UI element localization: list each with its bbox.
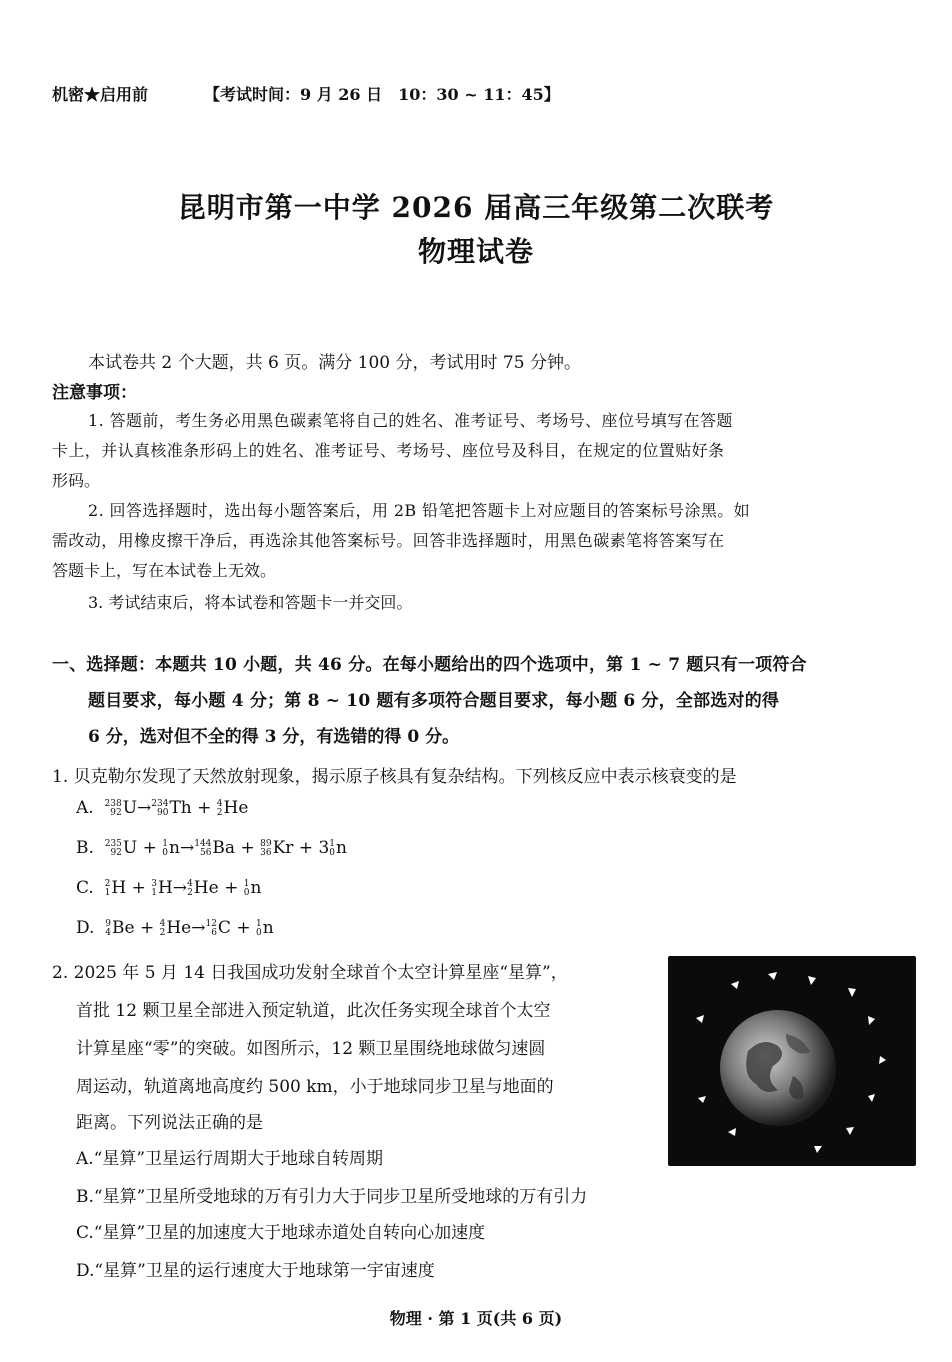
q2-stem-line-3: 计算星座“零”的突破。如图所示，12 颗卫星围绕地球做匀速圆 (76, 1039, 546, 1059)
q2-option-d: D.“星算”卫星的运行速度大于地球第一宇宙速度 (76, 1261, 435, 1281)
q1-option-a-formula: 238 92 U→ 234 90 Th + 4 2 He (104, 798, 249, 818)
note-1-line-2: 卡上，并认真核准条形码上的姓名、准考证号、考场号、座位号及科目，在规定的位置贴好条 (52, 441, 725, 460)
note-2-line-3: 答题卡上，写在本试卷上无效。 (52, 561, 277, 580)
note-1-line-1: 1. 答题前，考生务必用黑色碳素笔将自己的姓名、准考证号、考场号、座位号填写在答题 (88, 411, 733, 430)
q2-stem-line-1: 2. 2025 年 5 月 14 日我国成功发射全球首个太空计算星座“星算”， (52, 963, 568, 983)
q2-option-a: A.“星算”卫星运行周期大于地球自转周期 (76, 1149, 384, 1169)
notes-heading: 注意事项： (52, 383, 137, 403)
q1-option-a-label: A. (76, 798, 94, 818)
page-footer: 物理 · 第 1 页(共 6 页) (389, 1309, 563, 1328)
page-title: 昆明市第一中学 2026 届高三年级第二次联考 (177, 191, 775, 224)
note-3: 3. 考试结束后，将本试卷和答题卡一并交回。 (88, 593, 413, 612)
note-1-line-3: 形码。 (52, 471, 101, 490)
q2-option-b: B.“星算”卫星所受地球的万有引力大于同步卫星所受地球的万有引力 (76, 1187, 588, 1207)
q1-option-d (76, 918, 274, 938)
q1-option-d-formula: 9 4 Be + 4 2 He→ 12 6 C + 1 0 n (105, 918, 274, 938)
q1-option-c (76, 878, 261, 898)
section-1-line-2: 题目要求，每小题 4 分；第 8 ~ 10 题有多项符合题目要求，每小题 6 分，全部选对的得 (88, 691, 780, 711)
q1-option-d-label: D. (76, 918, 95, 938)
q2-option-c: C.“星算”卫星的加速度大于地球赤道处自转向心加速度 (76, 1223, 486, 1243)
earth-satellites-illustration (668, 956, 916, 1166)
q2-stem-line-2: 首批 12 颗卫星全部进入预定轨道，此次任务实现全球首个太空 (76, 1001, 551, 1021)
page-subtitle: 物理试卷 (417, 235, 534, 268)
note-2-line-2: 需改动，用橡皮擦干净后，再选涂其他答案标号。回答非选择题时，用黑色碳素笔将答案写在 (52, 531, 725, 550)
q1-option-c-formula: 2 1 H + 3 1 H→ 4 2 He + 1 0 n (104, 878, 262, 898)
q1-option-b-formula: 235 92 U + 1 0 n→ 144 56 Ba + 89 36 Kr + 3 1 0 n (104, 838, 347, 858)
q1-option-c-label: C. (76, 878, 94, 898)
confidential-label: 机密★启用前 (52, 85, 149, 104)
q1-option-a (76, 798, 248, 818)
q2-stem-line-4: 周运动，轨道离地高度约 500 km，小于地球同步卫星与地面的 (76, 1077, 554, 1097)
earth-icon (720, 1010, 836, 1126)
q1-option-b-label: B. (76, 838, 94, 858)
intro-text: 本试卷共 2 个大题，共 6 页。满分 100 分，考试用时 75 分钟。 (88, 353, 581, 373)
section-1-line-1: 一、选择题：本题共 10 小题，共 46 分。在每小题给出的四个选项中，第 1 ~ 7 题只有一项符合 (52, 655, 807, 675)
q1-option-b (76, 838, 347, 858)
section-1-line-3: 6 分，选对但不全的得 3 分，有选错的得 0 分。 (88, 727, 460, 747)
q2-stem-line-5: 距离。下列说法正确的是 (76, 1113, 263, 1133)
exam-time: 【考试时间：9 月 26 日 10：30 ~ 11：45】 (204, 85, 560, 104)
note-2-line-1: 2. 回答选择题时，选出每小题答案后，用 2B 铅笔把答题卡上对应题目的答案标号涂黑。如 (88, 501, 751, 520)
q1-stem: 1. 贝克勒尔发现了天然放射现象，揭示原子核具有复杂结构。下列核反应中表示核衰变的是 (52, 767, 737, 787)
satellite-constellation-figure (668, 956, 916, 1166)
